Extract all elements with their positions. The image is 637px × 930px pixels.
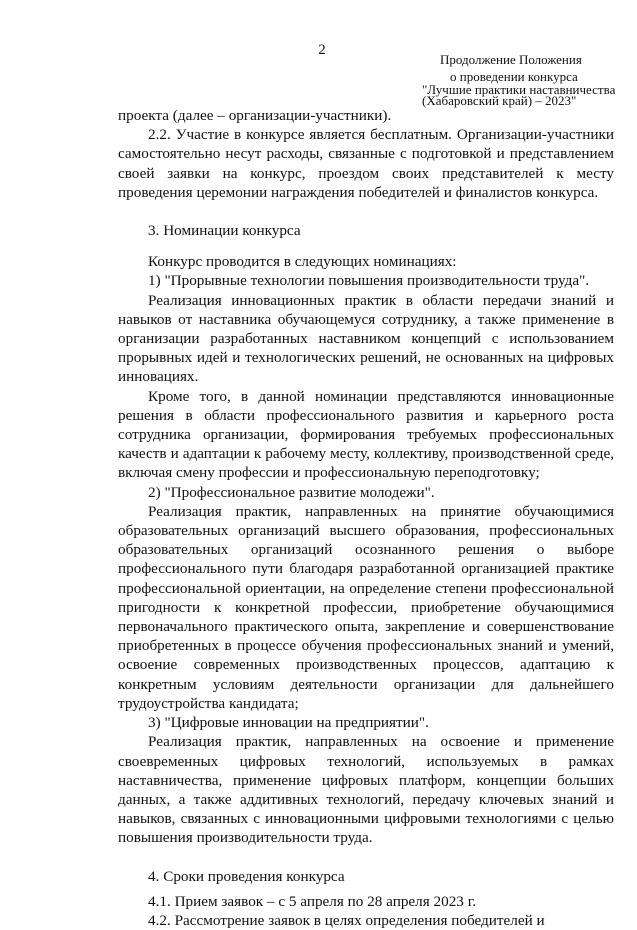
paragraph-4-1: 4.1. Прием заявок – с 5 апреля по 28 апреля 2023 г. [148, 892, 477, 910]
section-3-heading: 3. Номинации конкурса [148, 222, 301, 240]
paragraph-2-2: 2.2. Участие в конкурсе является бесплатным. Организации-участники самостоятельно несут расходы, связанные с подготовкой и представлением своей заявки на конкурс, проездом своих представителей к месту проведения церемонии награждения победителей и финалистов конкурса. [118, 126, 614, 201]
nomination-2-title: 2) "Профессиональное развитие молодежи". [148, 483, 435, 501]
header-line-4: (Хабаровский край) – 2023" [422, 93, 577, 108]
header-line-3: "Лучшие практики наставничества [422, 82, 616, 97]
paragraph-4-2: 4.2. Рассмотрение заявок в целях определения победителей и [148, 911, 545, 929]
page-number: 2 [318, 42, 326, 58]
paragraph-nominations-intro: Конкурс проводится в следующих номинациях: [148, 253, 457, 271]
nomination-1-paragraph-1: Реализация инновационных практик в области передачи знаний и навыков от наставника обучающемуся сотруднику, а также применение в организации разработанных наставником концепций с использованием прорывных идей и технологических решений, не основанных на цифровых инновациях. [118, 291, 614, 386]
spacer [118, 848, 614, 867]
nomination-3-title: 3) "Цифровые инновации на предприятии". [148, 714, 429, 732]
nomination-3-paragraph-1: Реализация практик, направленных на освоение и применение своевременных цифровых технологий, используемых в рамках наставничества, применение цифровых платформ, концепции больших данных, а также аддитивных технологий, передачу ключевых знаний и навыков, связанных с инновационными цифровыми технологиями с целью повышения производительности труда. [118, 733, 614, 847]
nomination-1-title: 1) "Прорывные технологии повышения производительности труда". [148, 272, 590, 290]
paragraph-continuation: проекта (далее – организации-участники). [118, 107, 392, 124]
nomination-2-paragraph-1: Реализация практик, направленных на принятие обучающимися образовательных организаций высшего образования, профессиональных образовательных организаций осознанного решения о выборе профессионального пути благодаря разработанной организацией практике профессиональной ориентации, на определение степени профессиональной пригодности к конкретной профессии, приобретение обучающимися первоначального практического опыта, закрепление и совершенствование приобретенных в процессе обучения профессиональных знаний и умений, освоение современных производственных процессов, адаптацию к конкретным условиям деятельности организации для дальнейшего трудоустройства кандидата; [118, 502, 614, 712]
document-body [118, 106, 614, 930]
header-line-1: Продолжение Положения [440, 52, 582, 67]
document-header [400, 52, 620, 106]
spacer [118, 202, 614, 221]
nomination-1-paragraph-2: Кроме того, в данной номинации представляются инновационные решения в области профессионального развития и карьерного роста сотрудника организации, формирования требуемых профессиональных качеств и адаптации к рабочему месту, коллективу, производственной среде, включая смену профессии и профессиональную переподготовку; [118, 387, 614, 482]
spacer [118, 240, 614, 252]
section-4-heading: 4. Сроки проведения конкурса [148, 867, 345, 885]
header-line-2: о проведении конкурса [450, 69, 578, 84]
